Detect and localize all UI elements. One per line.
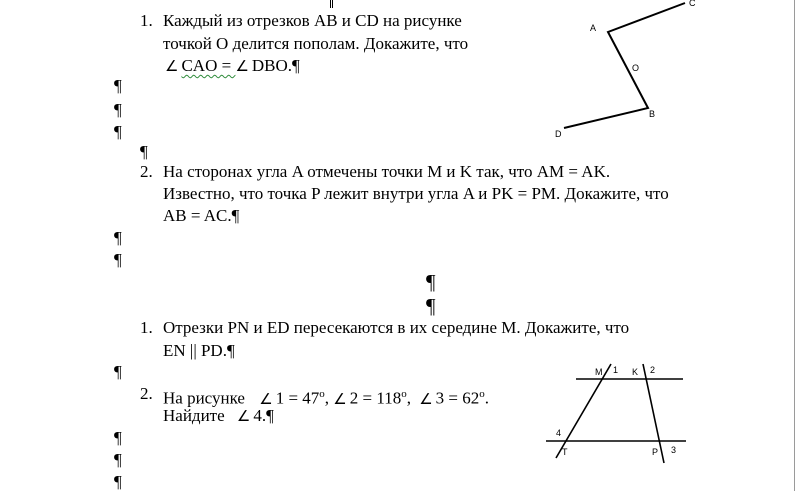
angle-symbol: ∠ (235, 57, 249, 75)
problem-text-line: Отрезки PN и ED пересекаются в их середине M. Докажите, что (163, 318, 630, 337)
figure-segments-ab-cd[interactable] (550, 0, 710, 142)
angle-4-text: 4.¶ (253, 406, 274, 425)
problem-text-line: точкой O делится пополам. Докажите, что (163, 34, 469, 53)
label-1: 1 (613, 365, 619, 375)
problem-text-line: AB = AC.¶ (163, 206, 240, 225)
figure-polyline (564, 3, 685, 128)
list-number: 2. (140, 162, 153, 181)
angle-3-value: 3 = 62 (435, 388, 480, 408)
text-segment: Найдите (163, 406, 225, 425)
label-m: M (595, 367, 603, 377)
paragraph-mark: ¶ (140, 142, 148, 161)
paragraph-mark: ¶ (426, 270, 436, 294)
label-d: D (555, 129, 562, 139)
angle-symbol: ∠ (259, 389, 273, 408)
label-k: K (632, 367, 639, 377)
degree-mark: o (401, 388, 407, 400)
angle-symbol: ∠ (333, 389, 347, 408)
paragraph-mark: ¶ (114, 76, 122, 95)
paragraph-mark: ¶ (114, 472, 122, 491)
label-o: O (632, 63, 640, 73)
comma: , (324, 388, 330, 408)
degree-mark: o (479, 388, 485, 400)
label-c: C (689, 0, 696, 8)
label-3: 3 (671, 445, 677, 455)
problem-text-line: EN || PD.¶ (163, 341, 235, 360)
comma: , (406, 388, 411, 408)
list-number: 1. (140, 11, 153, 30)
label-4: 4 (556, 428, 562, 438)
paragraph-mark: ¶ (426, 294, 436, 318)
label-p: P (652, 447, 659, 457)
label-a: A (590, 23, 597, 33)
problem-text-line (163, 384, 489, 409)
label-b: B (649, 109, 656, 119)
paragraph-mark: ¶ (114, 122, 122, 141)
label-t: T (562, 447, 568, 457)
angle-1-value: 1 = 47 (275, 388, 320, 408)
transversal-mt (556, 364, 611, 458)
angle-symbol: ∠ (419, 389, 433, 408)
angle-2-value: 2 = 118 (349, 388, 402, 408)
paragraph-mark: ¶ (114, 450, 122, 469)
figure-parallel-lines[interactable] (540, 360, 700, 470)
paragraph-mark: ¶ (114, 250, 122, 269)
degree-mark: o (319, 388, 325, 400)
problem-text-line: Каждый из отрезков AB и CD на рисунке (163, 11, 462, 30)
angle-symbol: ∠ (236, 407, 251, 425)
angle-symbol: ∠ (165, 57, 179, 75)
period: . (484, 388, 489, 408)
list-number: 2. (140, 384, 153, 403)
paragraph-mark: ¶ (114, 428, 122, 447)
ruler-marker (330, 0, 333, 8)
angle-dbo-text: DBO.¶ (251, 56, 300, 75)
label-2: 2 (650, 365, 656, 375)
problem-text-line (163, 406, 274, 426)
problem-text-line (165, 56, 300, 76)
problem-text-line: На сторонах угла A отмечены точки M и K так, что AM = AK. (163, 162, 611, 181)
text-segment: На рисунке (163, 388, 245, 408)
paragraph-mark: ¶ (114, 362, 122, 381)
paragraph-mark: ¶ (114, 100, 122, 119)
angle-cao-text: CAO = (181, 56, 236, 75)
list-number: 1. (140, 318, 153, 337)
problem-text-line: Известно, что точка P лежит внутри угла A и PK = PM. Докажите, что (163, 184, 669, 203)
page-edge (794, 0, 795, 491)
paragraph-mark: ¶ (114, 228, 122, 247)
